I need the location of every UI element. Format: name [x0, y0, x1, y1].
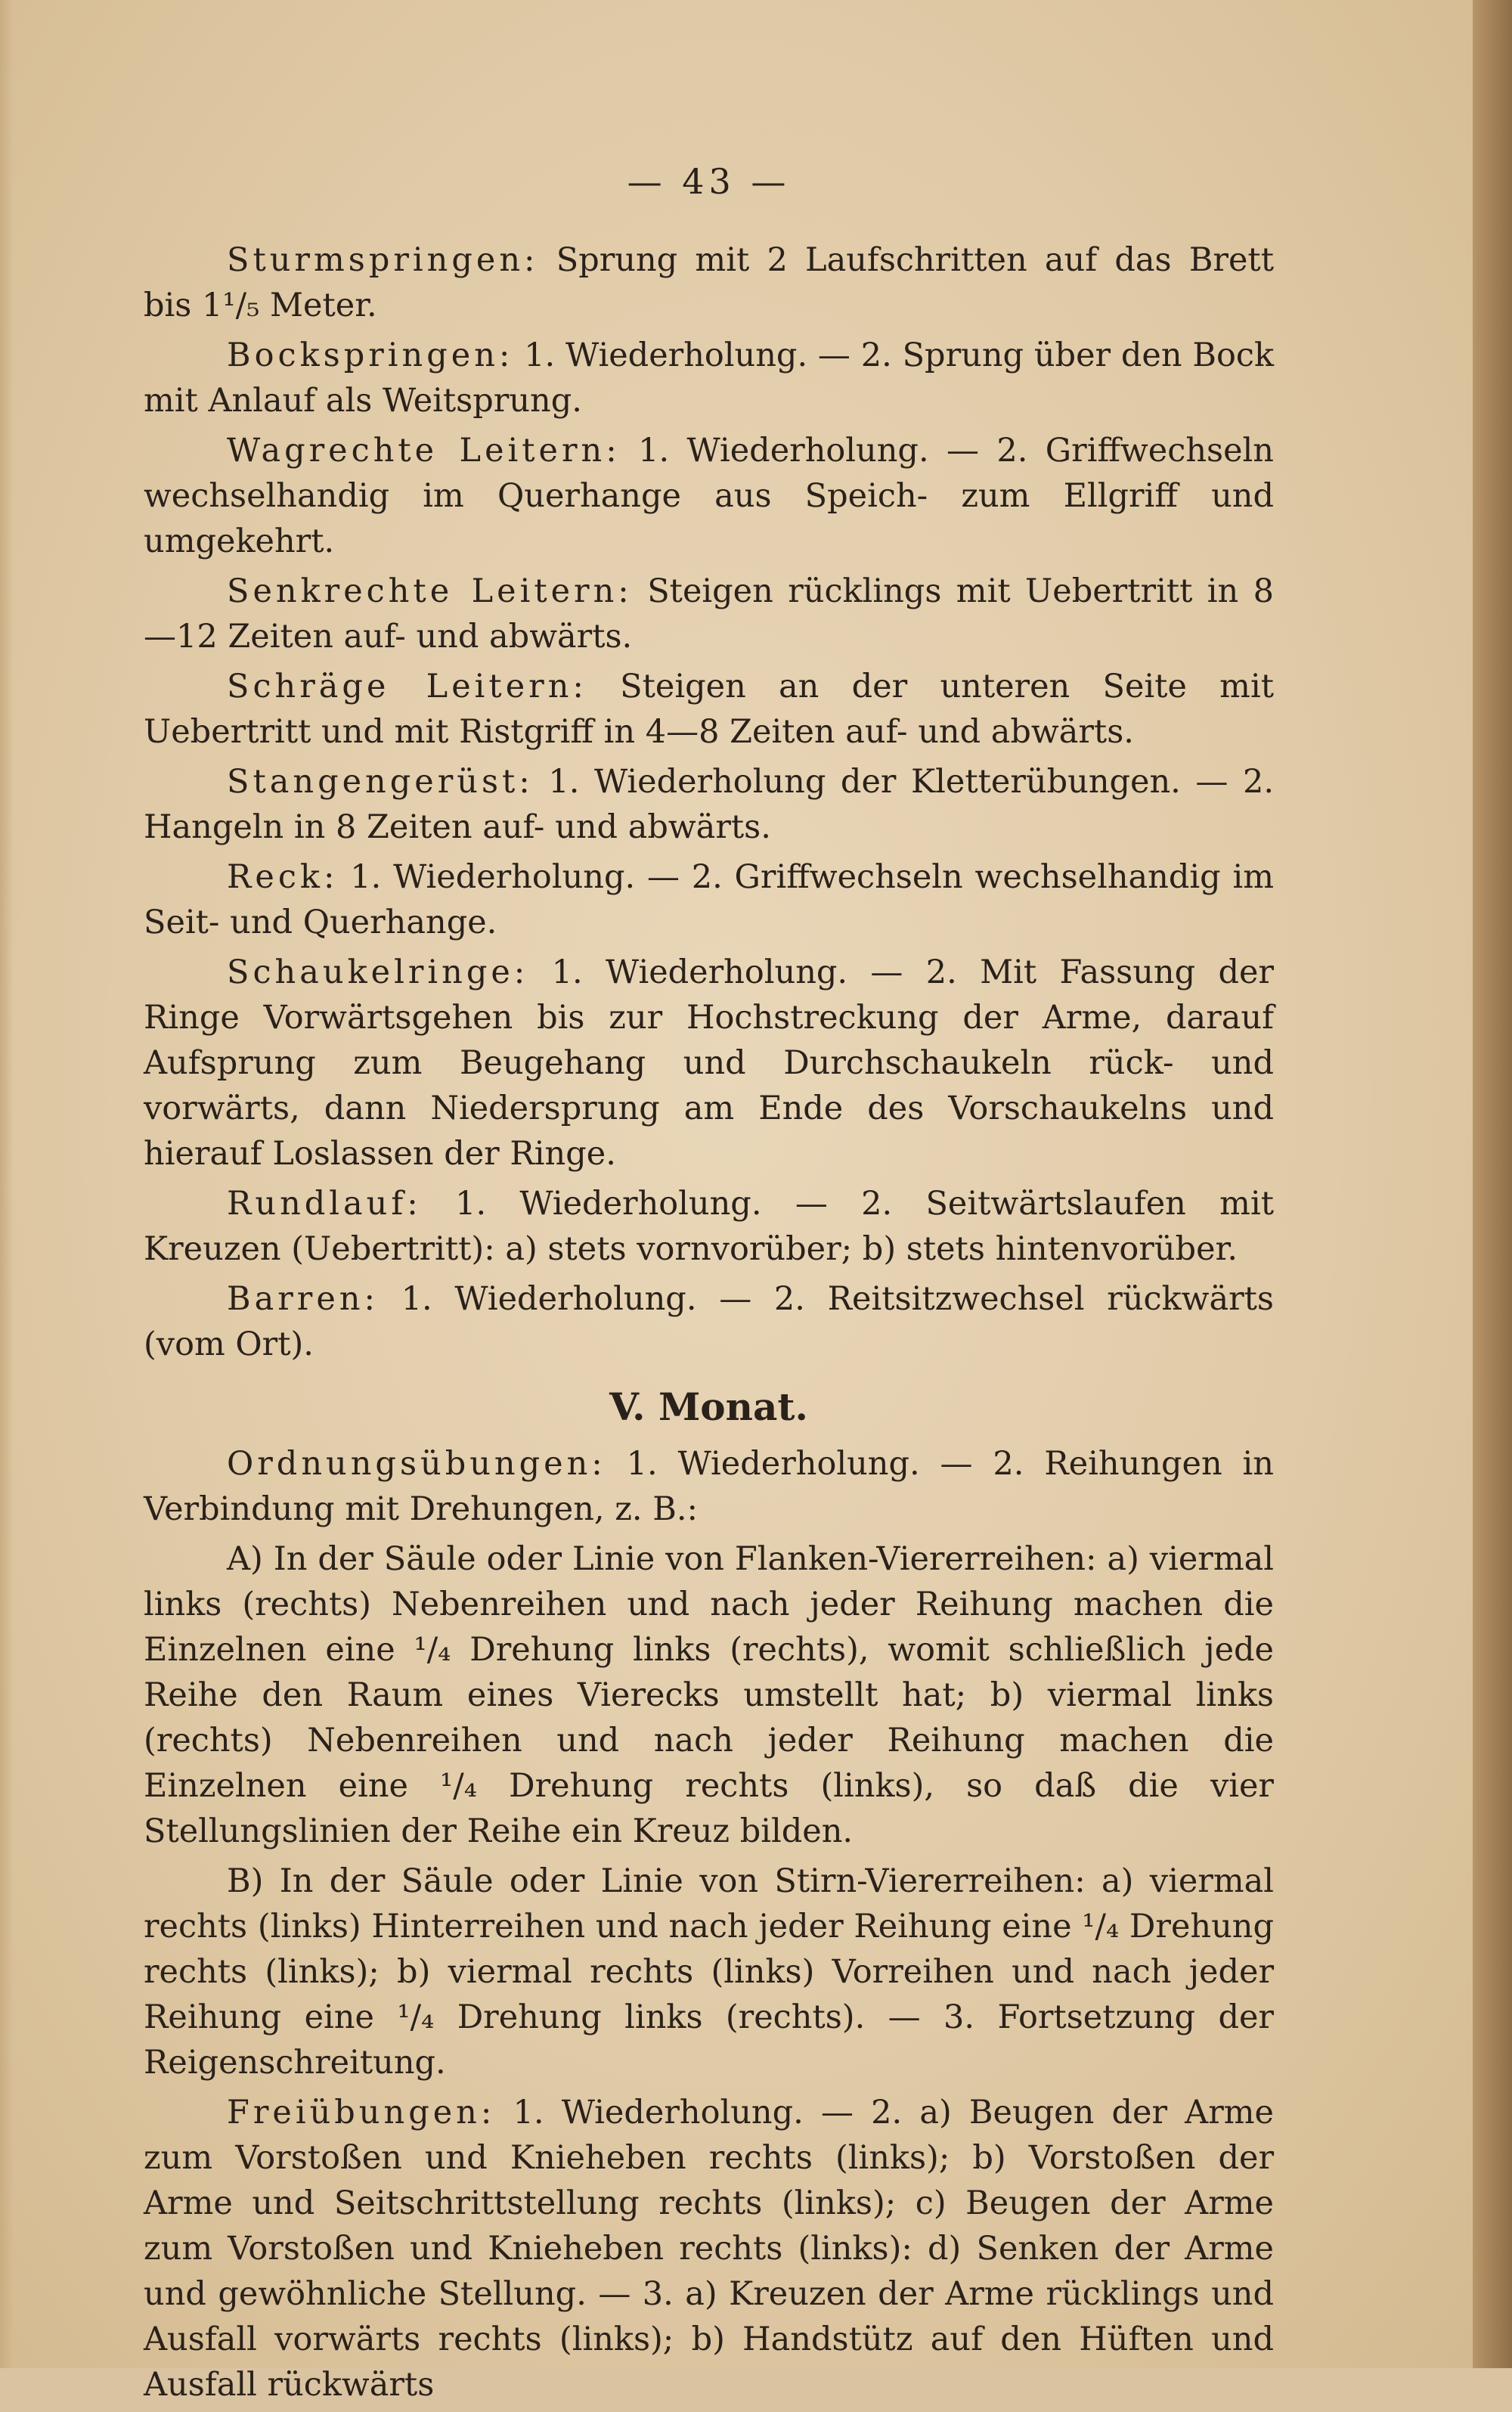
- paragraph-text: 1. Wiederholung. — 2. Griffwechseln wechselhandig im Querhange aus Speich- zum Ellgriff und umgekehrt.: [144, 432, 1274, 560]
- paragraph-label: Senkrechte Leitern:: [227, 572, 633, 610]
- paragraph-label: Schaukelringe:: [227, 953, 529, 991]
- paragraph-ordnungsuebungen: [144, 1441, 1274, 1532]
- paragraph-schraege-leitern: [144, 664, 1274, 755]
- paragraph-text: Steigen an der unteren Seite mit Uebertritt und mit Ristgriff in 4—8 Zeiten auf- und abwärts.: [144, 668, 1274, 751]
- paragraph-text: 1. Wiederholung. — 2. Seitwärtslaufen mit Kreuzen (Uebertritt): a) stets vornvorüber; b) stets hintenvorüber.: [144, 1185, 1274, 1268]
- paragraph-rundlauf: [144, 1181, 1274, 1272]
- section-heading: V. Monat.: [609, 1384, 808, 1429]
- paragraph-label: Schräge Leitern:: [227, 668, 587, 705]
- paragraph-text: 1. Wiederholung. — 2. Reitsitzwechsel rückwärts (vom Ort).: [144, 1280, 1274, 1363]
- paragraph-text: Sprung mit 2 Laufschritten auf das Brett bis 1¹/₅ Meter.: [144, 241, 1274, 324]
- paragraph-label: Bockspringen:: [227, 336, 514, 374]
- page-number: — 43 —: [627, 161, 791, 202]
- paragraph-text: 1. Wiederholung. — 2. Mit Fassung der Ringe Vorwärtsgehen bis zur Hochstreckung der Arme, darauf Aufsprung zum Beugehang und Durchschaukeln rück- und vorwärts, dann Niedersprung am Ende des Vorschaukelns und hierauf Loslassen der Ringe.: [144, 953, 1274, 1173]
- paragraph-label: Barren:: [227, 1280, 379, 1318]
- paragraph-text: 1. Wiederholung. — 2. Griffwechseln wechselhandig im Seit- und Querhange.: [144, 858, 1274, 941]
- paragraph-ordnung-a: [144, 1536, 1274, 1854]
- paragraph-sturmspringen: [144, 237, 1274, 328]
- paragraph-bockspringen: [144, 333, 1274, 423]
- paragraph-text: Steigen rücklings mit Uebertritt in 8—12 Zeiten auf- und abwärts.: [144, 572, 1274, 656]
- paragraph-text: 1. Wiederholung. — 2. Sprung über den Bock mit Anlauf als Weitsprung.: [144, 336, 1274, 420]
- paragraph-label: Wagrechte Leitern:: [227, 432, 621, 470]
- paragraph-text: B) In der Säule oder Linie von Stirn-Viererreihen: a) viermal rechts (links) Hinterreihen und nach jeder Reihung eine ¹/₄ Drehung rechts (links); b) viermal rechts (links) Vorreihen und nach jeder Reihung eine ¹/₄ Drehung links (rechts). — 3. Fortsetzung der Reigenschreitung.: [144, 1862, 1274, 2082]
- paragraph-label: Freiübungen:: [227, 2094, 496, 2131]
- page-text: [144, 159, 1274, 2412]
- paragraph-text: 1. Wiederholung. — 2. a) Beugen der Arme zum Vorstoßen und Knieheben rechts (links); b) Vorstoßen der Arme und Seitschrittstellung rechts (links); c) Beugen der Arme zum Vorstoßen und Knieheben rechts (links): d) Senken der Arme und gewöhnliche Stellung. — 3. a) Kreuzen der Arme rücklings und Ausfall vorwärts rechts (links); b) Handstütz auf den Hüften und Ausfall rückwärts: [144, 2094, 1274, 2404]
- book-spine: [1473, 0, 1512, 2368]
- page-edge-left: [0, 0, 14, 2368]
- paragraph-label: Stangengerüst:: [227, 763, 534, 801]
- paragraph-senkrechte-leitern: [144, 569, 1274, 659]
- paragraph-label: Ordnungsübungen:: [227, 1445, 606, 1483]
- paragraph-text: A) In der Säule oder Linie von Flanken-Viererreihen: a) viermal links (rechts) Nebenreihen und nach jeder Reihung machen die Einzelnen eine ¹/₄ Drehung links (rechts), womit schließlich jede Reihe den Raum eines Vierecks umstellt hat; b) viermal links (rechts) Nebenreihen und nach jeder Reihung machen die Einzelnen eine ¹/₄ Drehung rechts (links), so daß die vier Stellungslinien der Reihe ein Kreuz bilden.: [144, 1540, 1274, 1850]
- paragraph-schaukelringe: [144, 950, 1274, 1177]
- paragraph-freiuebungen: [144, 2090, 1274, 2407]
- paragraph-text: 1. Wiederholung. — 2. Reihungen in Verbindung mit Drehungen, z. B.:: [144, 1445, 1274, 1528]
- paragraph-ordnung-b: [144, 1859, 1274, 2085]
- paragraph-barren: [144, 1276, 1274, 1367]
- paragraph-label: Reck:: [227, 858, 339, 896]
- paragraph-label: Rundlauf:: [227, 1185, 422, 1223]
- paragraph-stangengeruest: [144, 759, 1274, 850]
- paragraph-wagrechte-leitern: [144, 428, 1274, 564]
- paragraph-text: 1. Wiederholung der Kletterübungen. — 2. Hangeln in 8 Zeiten auf- und abwärts.: [144, 763, 1274, 846]
- paragraph-reck: [144, 854, 1274, 945]
- paragraph-label: Sturmspringen:: [227, 241, 539, 279]
